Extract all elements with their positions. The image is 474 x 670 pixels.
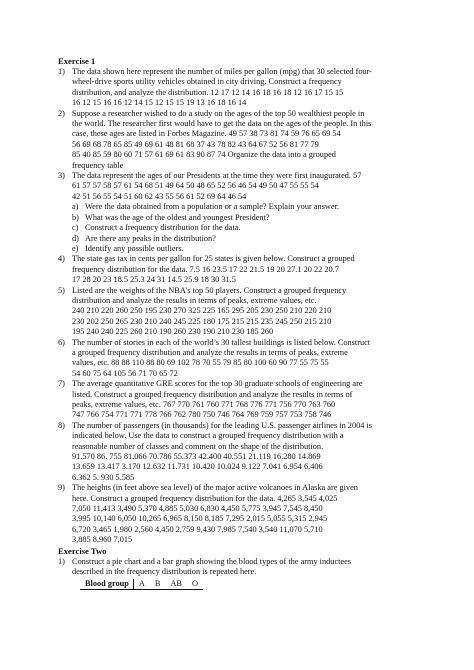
- item-text-line: 16 12 15 16 16 12 14 15 12 15 15 19 13 16 18 16 14: [72, 98, 247, 108]
- sub-question: [72, 223, 446, 233]
- blood-group-col-ab: AB: [170, 578, 182, 588]
- item-number: 8): [58, 420, 65, 430]
- item-text-line: 56 69 68 78 65 85 49 69 61 48 81 68 37 43 78 82 43 64 67 52 56 81 77 79: [72, 139, 319, 149]
- item-number: 2): [58, 108, 65, 118]
- item-number: 4): [58, 254, 65, 264]
- item-text-line: 747 766 754 771 771 778 766 762 780 750 746 764 769 759 757 753 758 746: [72, 410, 332, 420]
- blood-group-col-o: O: [191, 578, 198, 588]
- item-text-line: frequency distribution for the data. 7.5 16 23.5 17 22 21.5 19 20 27.1 20 22 20.7: [72, 264, 339, 274]
- item-number: 3): [58, 171, 65, 181]
- item-text-line: The data shown here represent the number of miles per gallon (mpg) that 30 selected four-: [72, 67, 373, 76]
- item-text-line: Construct a pie chart and a bar graph showing the blood types of the army inductees: [72, 556, 352, 566]
- item-text-line: peaks, extreme values, etc. 767 770 761 760 771 768 776 771 756 770 763 760: [72, 400, 336, 409]
- item-text-line: The state gas tax in cents per gallon for 25 states is given below. Construct a grouped: [72, 254, 355, 264]
- sub-question-letter: e): [72, 243, 79, 253]
- item-text-line: values, etc. 88 88 110 88 80 69 102 78 70 55 79 85 80 100 60 90 77 55 75 55: [72, 358, 329, 368]
- sub-question-letter: c): [72, 223, 79, 233]
- blood-group-header-cell: Blood group: [80, 579, 133, 590]
- item-text-line: here. Construct a grouped frequency distribution for the data. 4,265 3,545 4,025: [72, 493, 338, 503]
- item-text-line: 6,720 3,465 1,980 2,560 4,450 2,759 9,430 7,985 7,540 3,540 11,070 5,710: [72, 524, 323, 534]
- item-text-line: 240 210 220 260 250 195 230 270 325 225 165 295 205 230 250 210 220 210: [72, 306, 332, 316]
- item-text-line: a grouped frequency distribution and analyze the results in terms of peaks, extreme: [72, 347, 348, 357]
- item-text-line: reasonable number of classes and comment on the shape of the distribution.: [72, 441, 324, 451]
- item-text-line: Listed are the weights of the NBA’s top 50 players. Construct a grouped frequency: [72, 285, 347, 295]
- item-text-line: 6.362 5. 930 5.585: [72, 472, 135, 482]
- item-text-line: 7,050 11,413 3,490 5,370 4,885 5,030 6,830 4,450 5,775 3,945 7,545 8,450: [72, 504, 323, 514]
- exercise-1-list: [58, 67, 446, 546]
- item-number: 7): [58, 379, 65, 389]
- blood-group-col-a: A: [138, 578, 145, 588]
- item-text-line: Suppose a researcher wished to do a study on the ages of the top 50 wealthiest people in: [72, 108, 365, 118]
- exercise-2-heading: Exercise Two: [58, 545, 107, 556]
- exercise-item: [58, 483, 446, 545]
- item-number: 1): [58, 556, 65, 566]
- item-text-line: distribution, and analyze the distribution. 12 17 12 14 16 18 16 18 12 16 17 15 15: [72, 87, 344, 97]
- exercise-1-heading: Exercise 1: [58, 56, 96, 66]
- sub-question-letter: d): [72, 233, 79, 243]
- item-text-line: 3,885 8,960 7,015: [72, 535, 133, 545]
- item-text-line: The average quantitative GRE scores for the top 30 graduate schools of engineering are: [72, 379, 363, 389]
- item-number: 9): [58, 483, 65, 493]
- sub-question: [72, 202, 446, 212]
- item-text-line: 3,995 10,140 6,050 10,265 6,965 8,150 8,185 7,295 2,015 5,055 5,315 2,945: [72, 514, 328, 524]
- item-text-line: 17 28 20 23 18.5 25.3 24 31 14.5 25.9 18 30 31.5: [72, 275, 236, 285]
- item-text-line: 230 202 250 265 230 210 240 245 225 180 175 215 215 235 245 250 215 210: [72, 316, 332, 326]
- item-text-line: indicated below. Use the data to construct a grouped frequency distribution with a: [72, 431, 344, 441]
- sub-question: [72, 234, 446, 244]
- item-text-line: 61 57 57 58 57 61 54 68 51 49 64 50 48 65 52 56 46 54 49 50 47 55 55 54: [72, 181, 319, 191]
- sub-question: [72, 213, 446, 223]
- sub-question-text: What was the age of the oldest and youngest President?: [85, 212, 270, 222]
- item-text-line: the world. The researcher first would have to get the data on the ages of the people. In this: [72, 119, 372, 129]
- blood-group-col-b: B: [154, 578, 161, 588]
- item-text-line: The heights (in feet above sea level) of the major active volcanoes in Alaska are given: [72, 483, 358, 493]
- item-text-line: The number of stories in each of the world’s 30 tallest buildings is listed below. Construct: [72, 337, 371, 347]
- item-number: 6): [58, 337, 65, 347]
- item-text-line: described in the frequency distribution is repeated here.: [72, 567, 257, 577]
- exercise-item: [58, 254, 446, 285]
- sub-question-letter: a): [72, 202, 79, 212]
- item-text-line: 91.570 86. 755 81.066 70.786 55.373 42.400 40.551 21.119 16.280 14.869: [72, 452, 321, 462]
- exercise-item: [58, 338, 446, 380]
- item-text-line: 85 40 85 59 80 60 71 57 61 69 61 83 90 87 74 Organize the data into a grouped: [72, 150, 336, 160]
- exercise-item: [58, 421, 446, 483]
- item-text-line: distribution and analyze the results in terms of peaks, extreme values, etc.: [72, 295, 317, 305]
- sub-question-text: Are there any peaks in the distribution?: [85, 233, 216, 243]
- exercise-item: [58, 557, 446, 578]
- item-text-line: case, these ages are listed in Forbes Magazine. 49 57 38 73 81 74 59 76 65 69 54: [72, 129, 341, 139]
- item-text-line: 13.659 13.417 3.170 12.632 11.731 10.420 10.024 9.122 7.041 6.954 6.406: [72, 462, 323, 472]
- sub-question-text: Construct a frequency distribution for the data.: [85, 223, 241, 233]
- exercise-item: [58, 379, 446, 421]
- item-text-line: wheel-drive sports utility vehicles obtained in city driving. Construct a frequency: [72, 77, 342, 87]
- item-text-line: The number of passengers (in thousands) for the leading U.S. passenger airlines in 2004 is: [72, 420, 373, 430]
- blood-group-table: [80, 579, 203, 590]
- sub-question-text: Were the data obtained from a population or a sample? Explain your answer.: [85, 202, 339, 212]
- exercise-item: [58, 171, 446, 254]
- item-text-line: frequency table: [72, 160, 124, 170]
- exercise-item: [58, 286, 446, 338]
- blood-group-header-row: [80, 579, 203, 590]
- sub-question-letter: b): [72, 212, 79, 222]
- item-number: 5): [58, 285, 65, 295]
- item-text-line: The data represent the ages of our Presidents at the time they were first inaugurated. 57: [72, 171, 362, 181]
- item-text-line: 54 60 75 64 105 56 71 70 65 72: [72, 368, 178, 378]
- exercise-item: [58, 109, 446, 171]
- sub-question: [72, 244, 446, 254]
- exercise-item: [58, 67, 446, 109]
- sub-question-text: Identify any possible outliers.: [85, 243, 184, 253]
- item-number: 1): [58, 67, 65, 76]
- sub-question-list: [72, 202, 446, 254]
- item-text-line: 42 51 56 55 54 51 60 62 43 55 56 61 52 69 64 46 54: [72, 191, 247, 201]
- exercise-2-list: [58, 557, 446, 578]
- item-text-line: listed. Construct a grouped frequency distribution and analyze the results in terms of: [72, 389, 353, 399]
- item-text-line: 195 240 240 225 260 210 190 260 230 190 210 230 185 260: [72, 327, 274, 337]
